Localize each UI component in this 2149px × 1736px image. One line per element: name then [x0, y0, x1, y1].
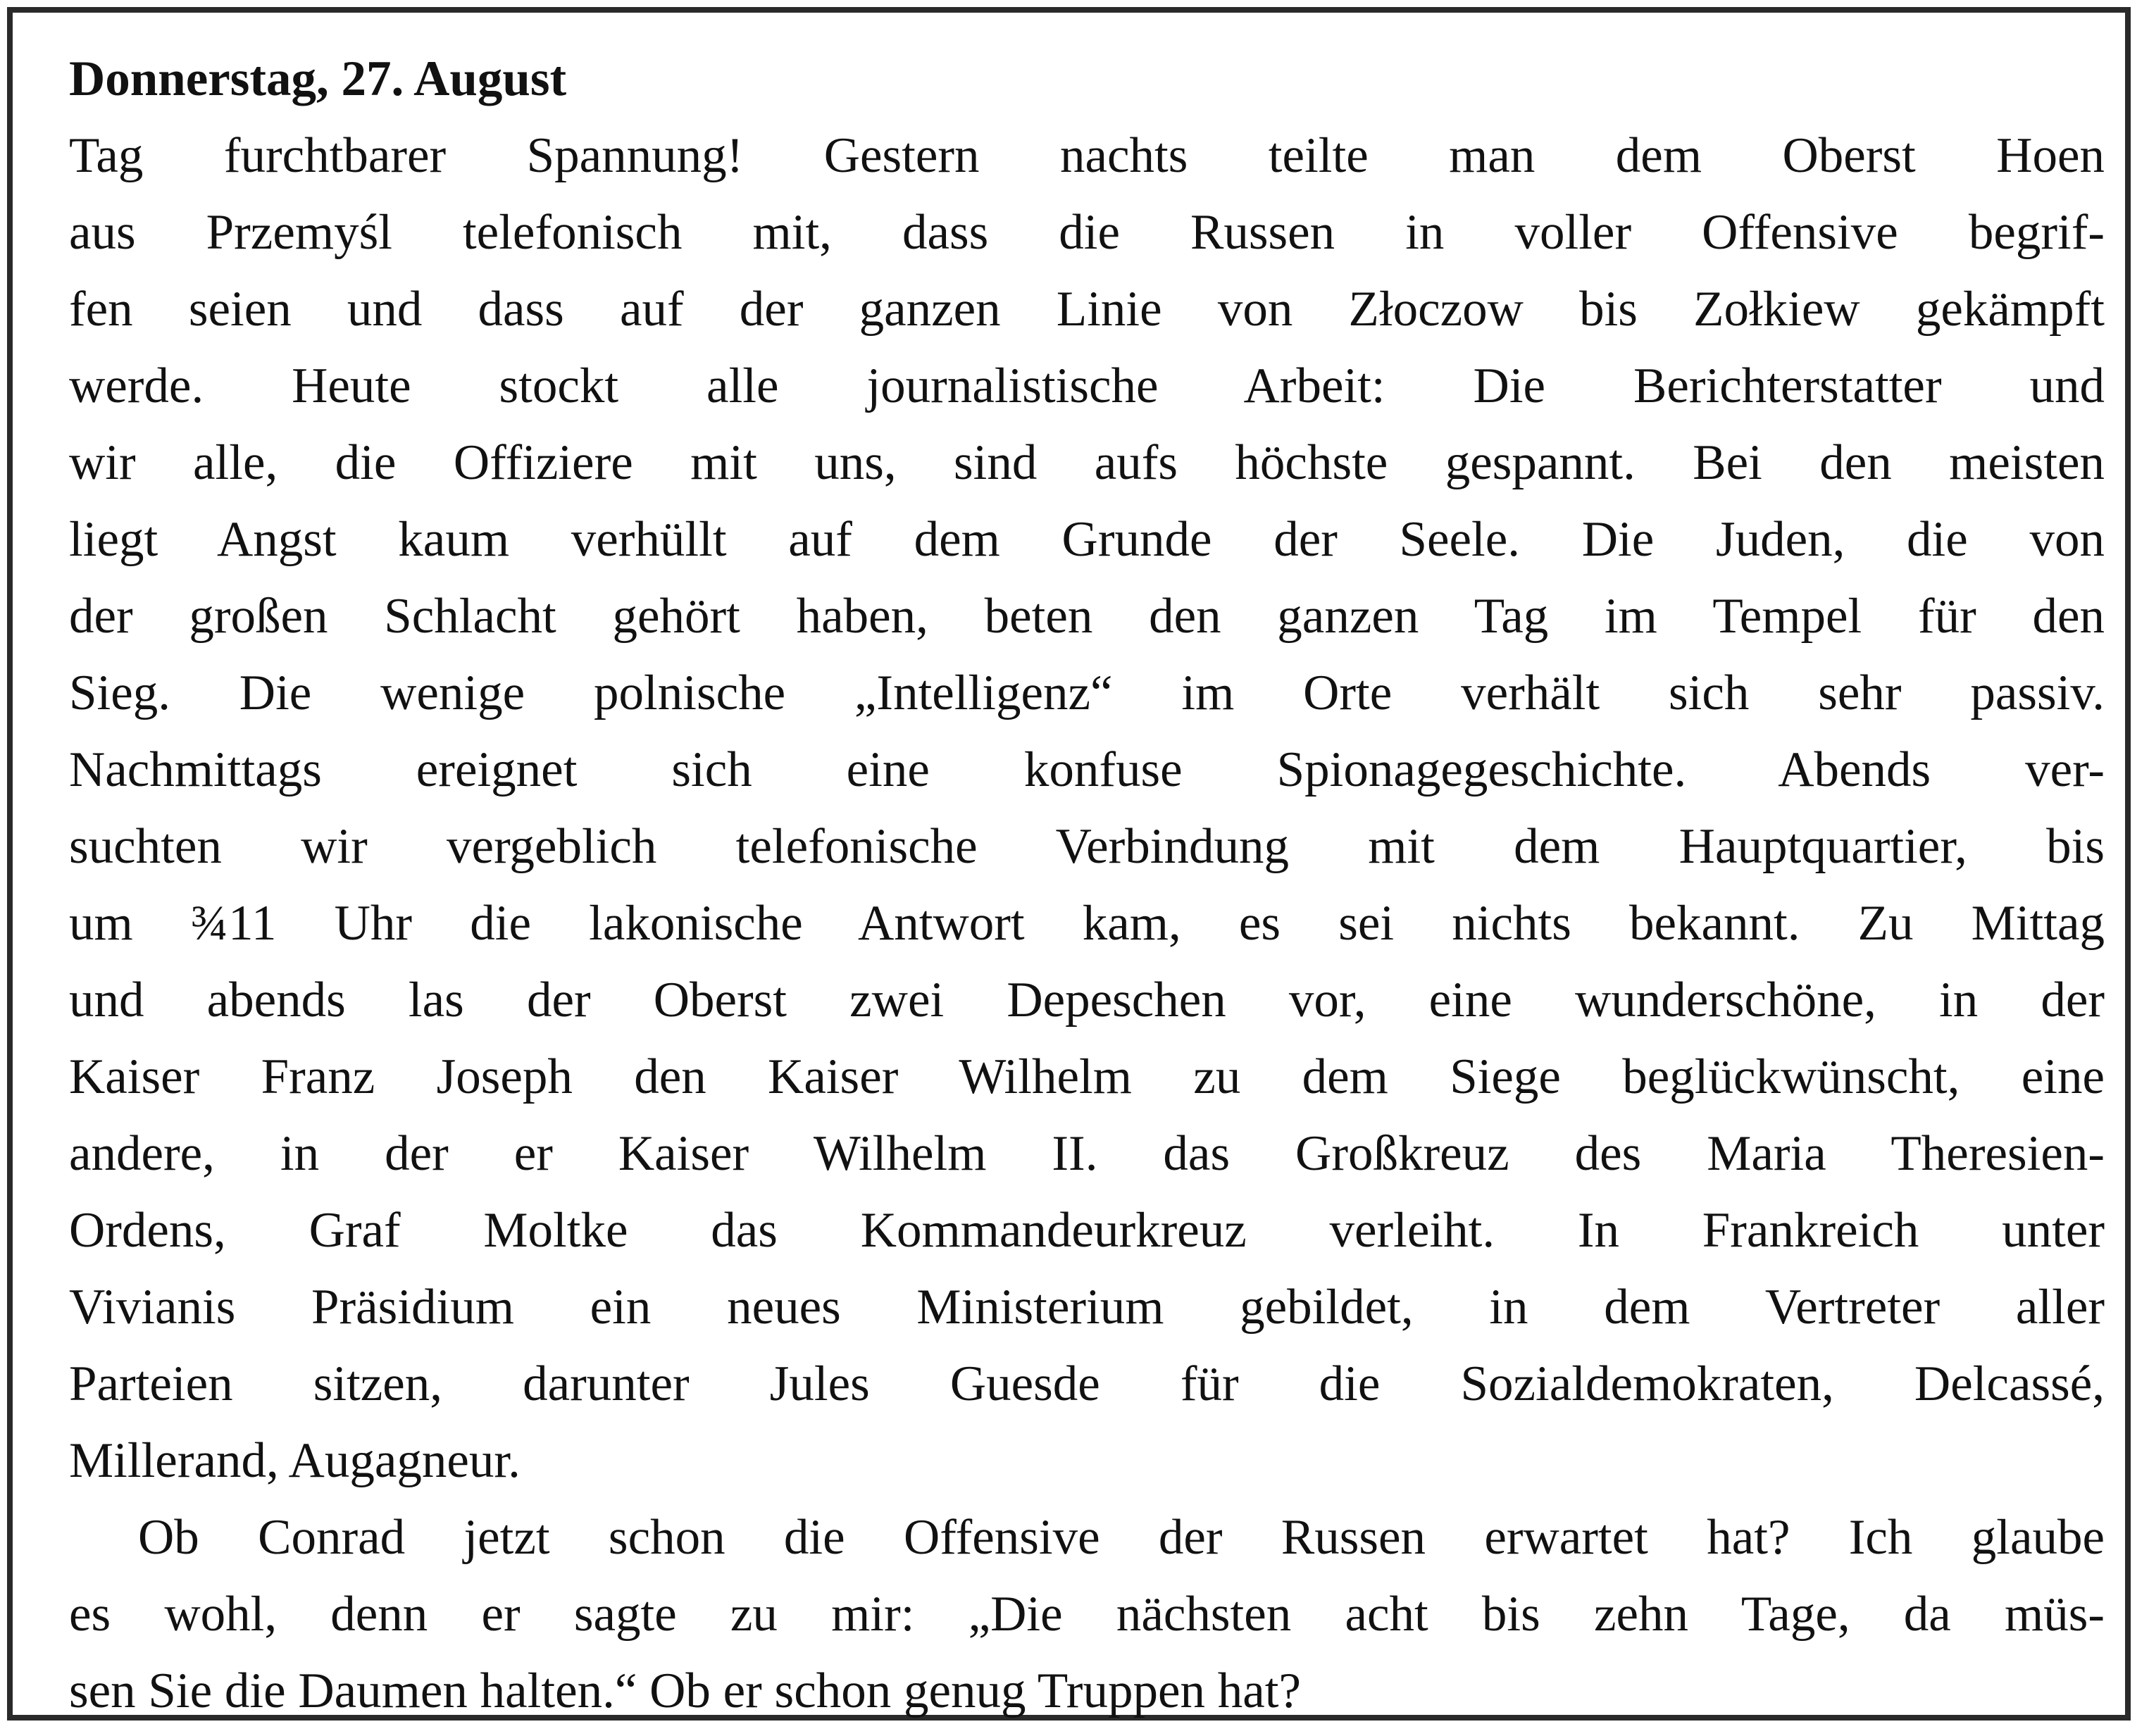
- text-line: aus Przemyśl telefonisch mit, dass die Russen in voller Offensive begrif-: [69, 205, 2105, 260]
- text-line: Tag furchtbarer Spannung! Gestern nachts teilte man dem Oberst Hoen: [69, 128, 2105, 183]
- text-line: der großen Schlacht gehört haben, beten den ganzen Tag im Tempel für den: [69, 589, 2105, 644]
- text-line: Millerand, Augagneur.: [69, 1433, 521, 1488]
- text-line: Ordens, Graf Moltke das Kommandeurkreuz verleiht. In Frankreich unter: [69, 1203, 2105, 1258]
- text-line: suchten wir vergeblich telefonische Verbindung mit dem Hauptquartier, bis: [69, 819, 2105, 874]
- text-line: fen seien und dass auf der ganzen Linie von Złoczow bis Zołkiew gekämpft: [69, 282, 2105, 337]
- text-line: andere, in der er Kaiser Wilhelm II. das Großkreuz des Maria Theresien-: [69, 1126, 2105, 1181]
- text-line: Parteien sitzen, darunter Jules Guesde für die Sozialdemokraten, Delcassé,: [69, 1356, 2105, 1411]
- text-line: Vivianis Präsidium ein neues Ministerium gebildet, in dem Vertreter aller: [69, 1280, 2105, 1335]
- paragraph-2: [69, 1499, 2105, 1730]
- entry-body: [69, 118, 2105, 1730]
- text-line: es wohl, denn er sagte zu mir: „Die nächsten acht bis zehn Tage, da müs-: [69, 1587, 2105, 1642]
- text-line: sen Sie die Daumen halten.“ Ob er schon genug Truppen hat?: [69, 1663, 1301, 1718]
- paragraph-1: [69, 118, 2105, 1499]
- text-line: Kaiser Franz Joseph den Kaiser Wilhelm zu dem Siege beglückwünscht, eine: [69, 1049, 2105, 1104]
- text-line: liegt Angst kaum verhüllt auf dem Grunde der Seele. Die Juden, die von: [69, 512, 2105, 567]
- text-line: und abends las der Oberst zwei Depeschen vor, eine wunderschöne, in der: [69, 973, 2105, 1028]
- text-line: Ob Conrad jetzt schon die Offensive der Russen erwartet hat? Ich glaube: [138, 1510, 2105, 1565]
- page-frame: [7, 7, 2131, 1721]
- entry-heading: Donnerstag, 27. August: [69, 51, 567, 106]
- text-line: Sieg. Die wenige polnische „Intelligenz“ im Orte verhält sich sehr passiv.: [69, 666, 2105, 720]
- text-line: wir alle, die Offiziere mit uns, sind aufs höchste gespannt. Bei den meisten: [69, 435, 2105, 490]
- text-line: werde. Heute stockt alle journalistische Arbeit: Die Berichterstatter und: [69, 358, 2105, 413]
- text-line: Nachmittags ereignet sich eine konfuse Spionagegeschichte. Abends ver-: [69, 742, 2105, 797]
- text-line: um ¾11 Uhr die lakonische Antwort kam, es sei nichts bekannt. Zu Mittag: [69, 896, 2105, 951]
- text-block: [69, 41, 2105, 1730]
